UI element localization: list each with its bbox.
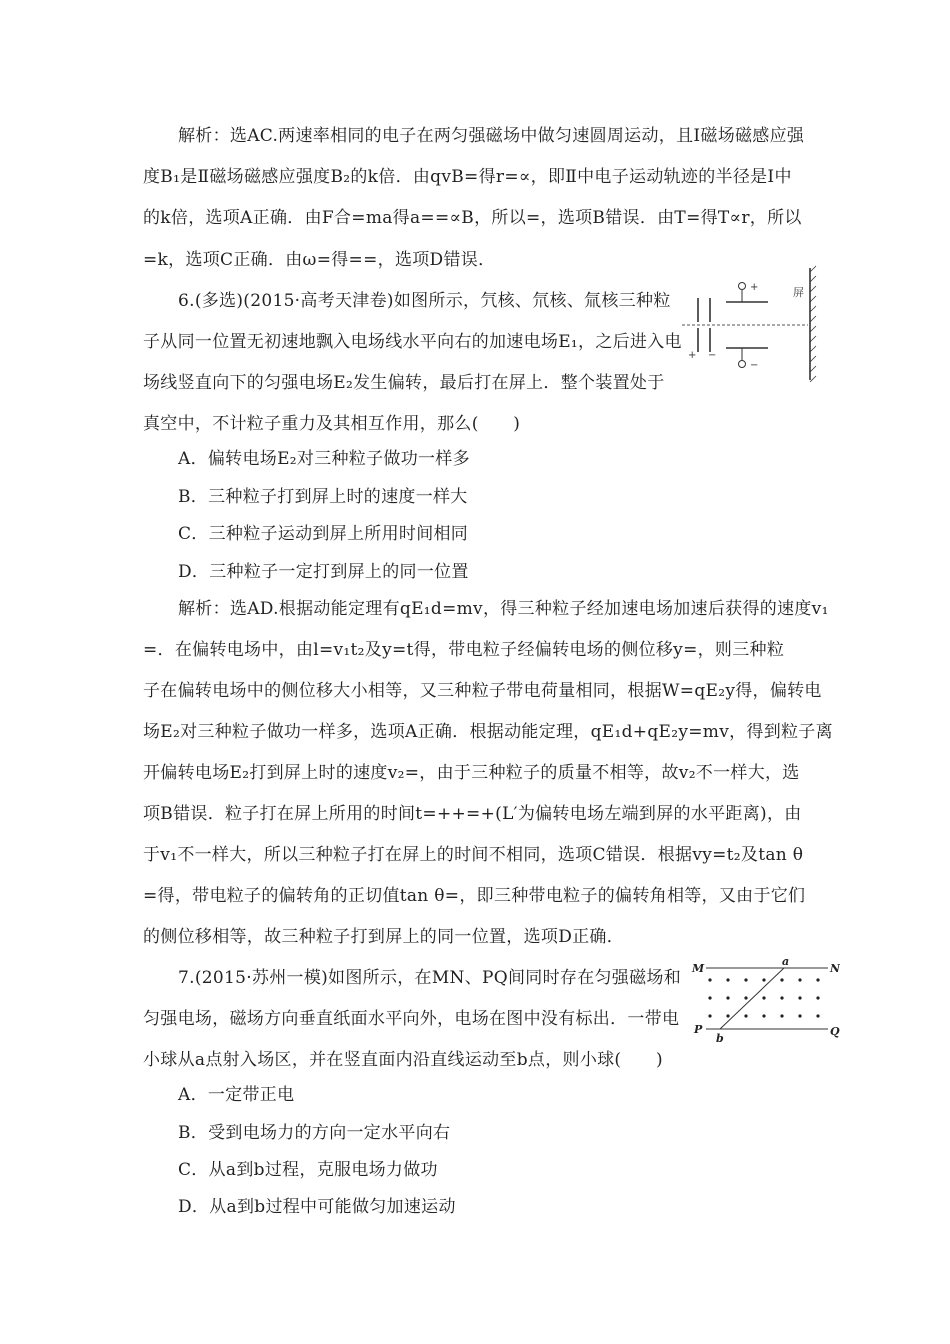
q6-analysis-line-2: =．在偏转电场中，由l=v₁t₂及y=t得，带电粒子经偏转电场的侧位移y=，则三种粒: [143, 640, 785, 660]
q7-figure: [690, 955, 840, 1055]
q6-analysis-line-8: =得，带电粒子的偏转角的正切值tan θ=，即三种带电粒子的偏转角相等，又由于它们: [143, 886, 806, 906]
q6-option-a: A．偏转电场E₂对三种粒子做功一样多: [178, 449, 470, 469]
q6-option-d: D．三种粒子一定打到屏上的同一位置: [178, 562, 469, 582]
plus-sign-left: +: [688, 350, 697, 361]
q6-figure: [680, 262, 830, 382]
q6-analysis-line-9: 的侧位移相等，故三种粒子打到屏上的同一位置，选项D正确．: [143, 927, 625, 947]
q6-stem-line-1: 6.(多选)(2015·高考天津卷)如图所示，氕核、氘核、氚核三种粒: [178, 291, 671, 311]
q6-analysis-line-4: 场E₂对三种粒子做功一样多，选项A正确．根据动能定理，qE₁d+qE₂y=mv，得到粒子离: [143, 722, 833, 742]
label-Q: Q: [830, 1025, 840, 1038]
q6-analysis-line-3: 子在偏转电场中的侧位移大小相等，又三种粒子带电荷量相同，根据W=qE₂y得，偏转电: [143, 681, 822, 701]
q6-analysis-line-1: 解析：选AD.根据动能定理有qE₁d=mv，得三种粒子经加速电场加速后获得的速度v₁: [178, 599, 829, 619]
q7-stem-line-3: 小球从a点射入场区，并在竖直面内沿直线运动至b点，则小球( ): [143, 1050, 663, 1070]
q5-analysis-line-2: 度B₁是Ⅱ磁场磁感应强度B₂的k倍．由qvB=得r=∝，即Ⅱ中电子运动轨迹的半径是Ⅰ中: [143, 167, 792, 187]
q7-option-d: D．从a到b过程中可能做匀加速运动: [178, 1197, 456, 1217]
q7-option-a: A．一定带正电: [178, 1085, 295, 1105]
q6-stem-line-3: 场线竖直向下的匀强电场E₂发生偏转，最后打在屏上．整个装置处于: [143, 373, 665, 393]
q6-stem-line-4: 真空中，不计粒子重力及其相互作用，那么( ): [143, 414, 521, 434]
label-M: M: [692, 962, 705, 975]
label-N: N: [830, 962, 840, 975]
screen-label: 屏: [793, 286, 804, 299]
q6-analysis-line-5: 开偏转电场E₂打到屏上时的速度v₂=，由于三种粒子的质量不相等，故v₂不一样大，选: [143, 763, 800, 783]
minus-sign-bottom: −: [750, 360, 759, 371]
plus-sign-top: +: [750, 282, 759, 293]
label-P: P: [694, 1023, 703, 1036]
q5-analysis-line-3: 的k倍，选项A正确．由F合=ma得a==∝B，所以=，选项B错误．由T=得T∝r，所以: [143, 208, 802, 228]
q6-stem-line-2: 子从同一位置无初速地飘入电场线水平向右的加速电场E₁，之后进入电: [143, 332, 682, 352]
q7-stem-line-1: 7.(2015·苏州一模)如图所示，在MN、PQ间同时存在匀强磁场和: [178, 968, 682, 988]
q6-analysis-line-6: 项B错误．粒子打在屏上所用的时间t=++=+(L′为偏转电场左端到屏的水平距离)，由: [143, 804, 802, 824]
q6-analysis-line-7: 于v₁不一样大，所以三种粒子打在屏上的时间不相同，选项C错误．根据vy=t₂及tan θ: [143, 845, 804, 865]
minus-sign-left: −: [708, 350, 717, 361]
label-b: b: [716, 1032, 724, 1045]
q5-analysis-line-4: =k，选项C正确．由ω=得==，选项D错误．: [143, 250, 496, 270]
q6-option-c: C．三种粒子运动到屏上所用时间相同: [178, 524, 469, 544]
q7-option-c: C．从a到b过程，克服电场力做功: [178, 1160, 438, 1180]
q7-stem-line-2: 匀强电场，磁场方向垂直纸面水平向外，电场在图中没有标出．一带电: [143, 1009, 680, 1029]
q5-analysis-line-1: 解析：选AC.两速率相同的电子在两匀强磁场中做匀速圆周运动，且Ⅰ磁场磁感应强: [178, 126, 805, 146]
q6-option-b: B．三种粒子打到屏上时的速度一样大: [178, 487, 468, 507]
label-a: a: [782, 955, 790, 968]
q7-option-b: B．受到电场力的方向一定水平向右: [178, 1123, 451, 1143]
